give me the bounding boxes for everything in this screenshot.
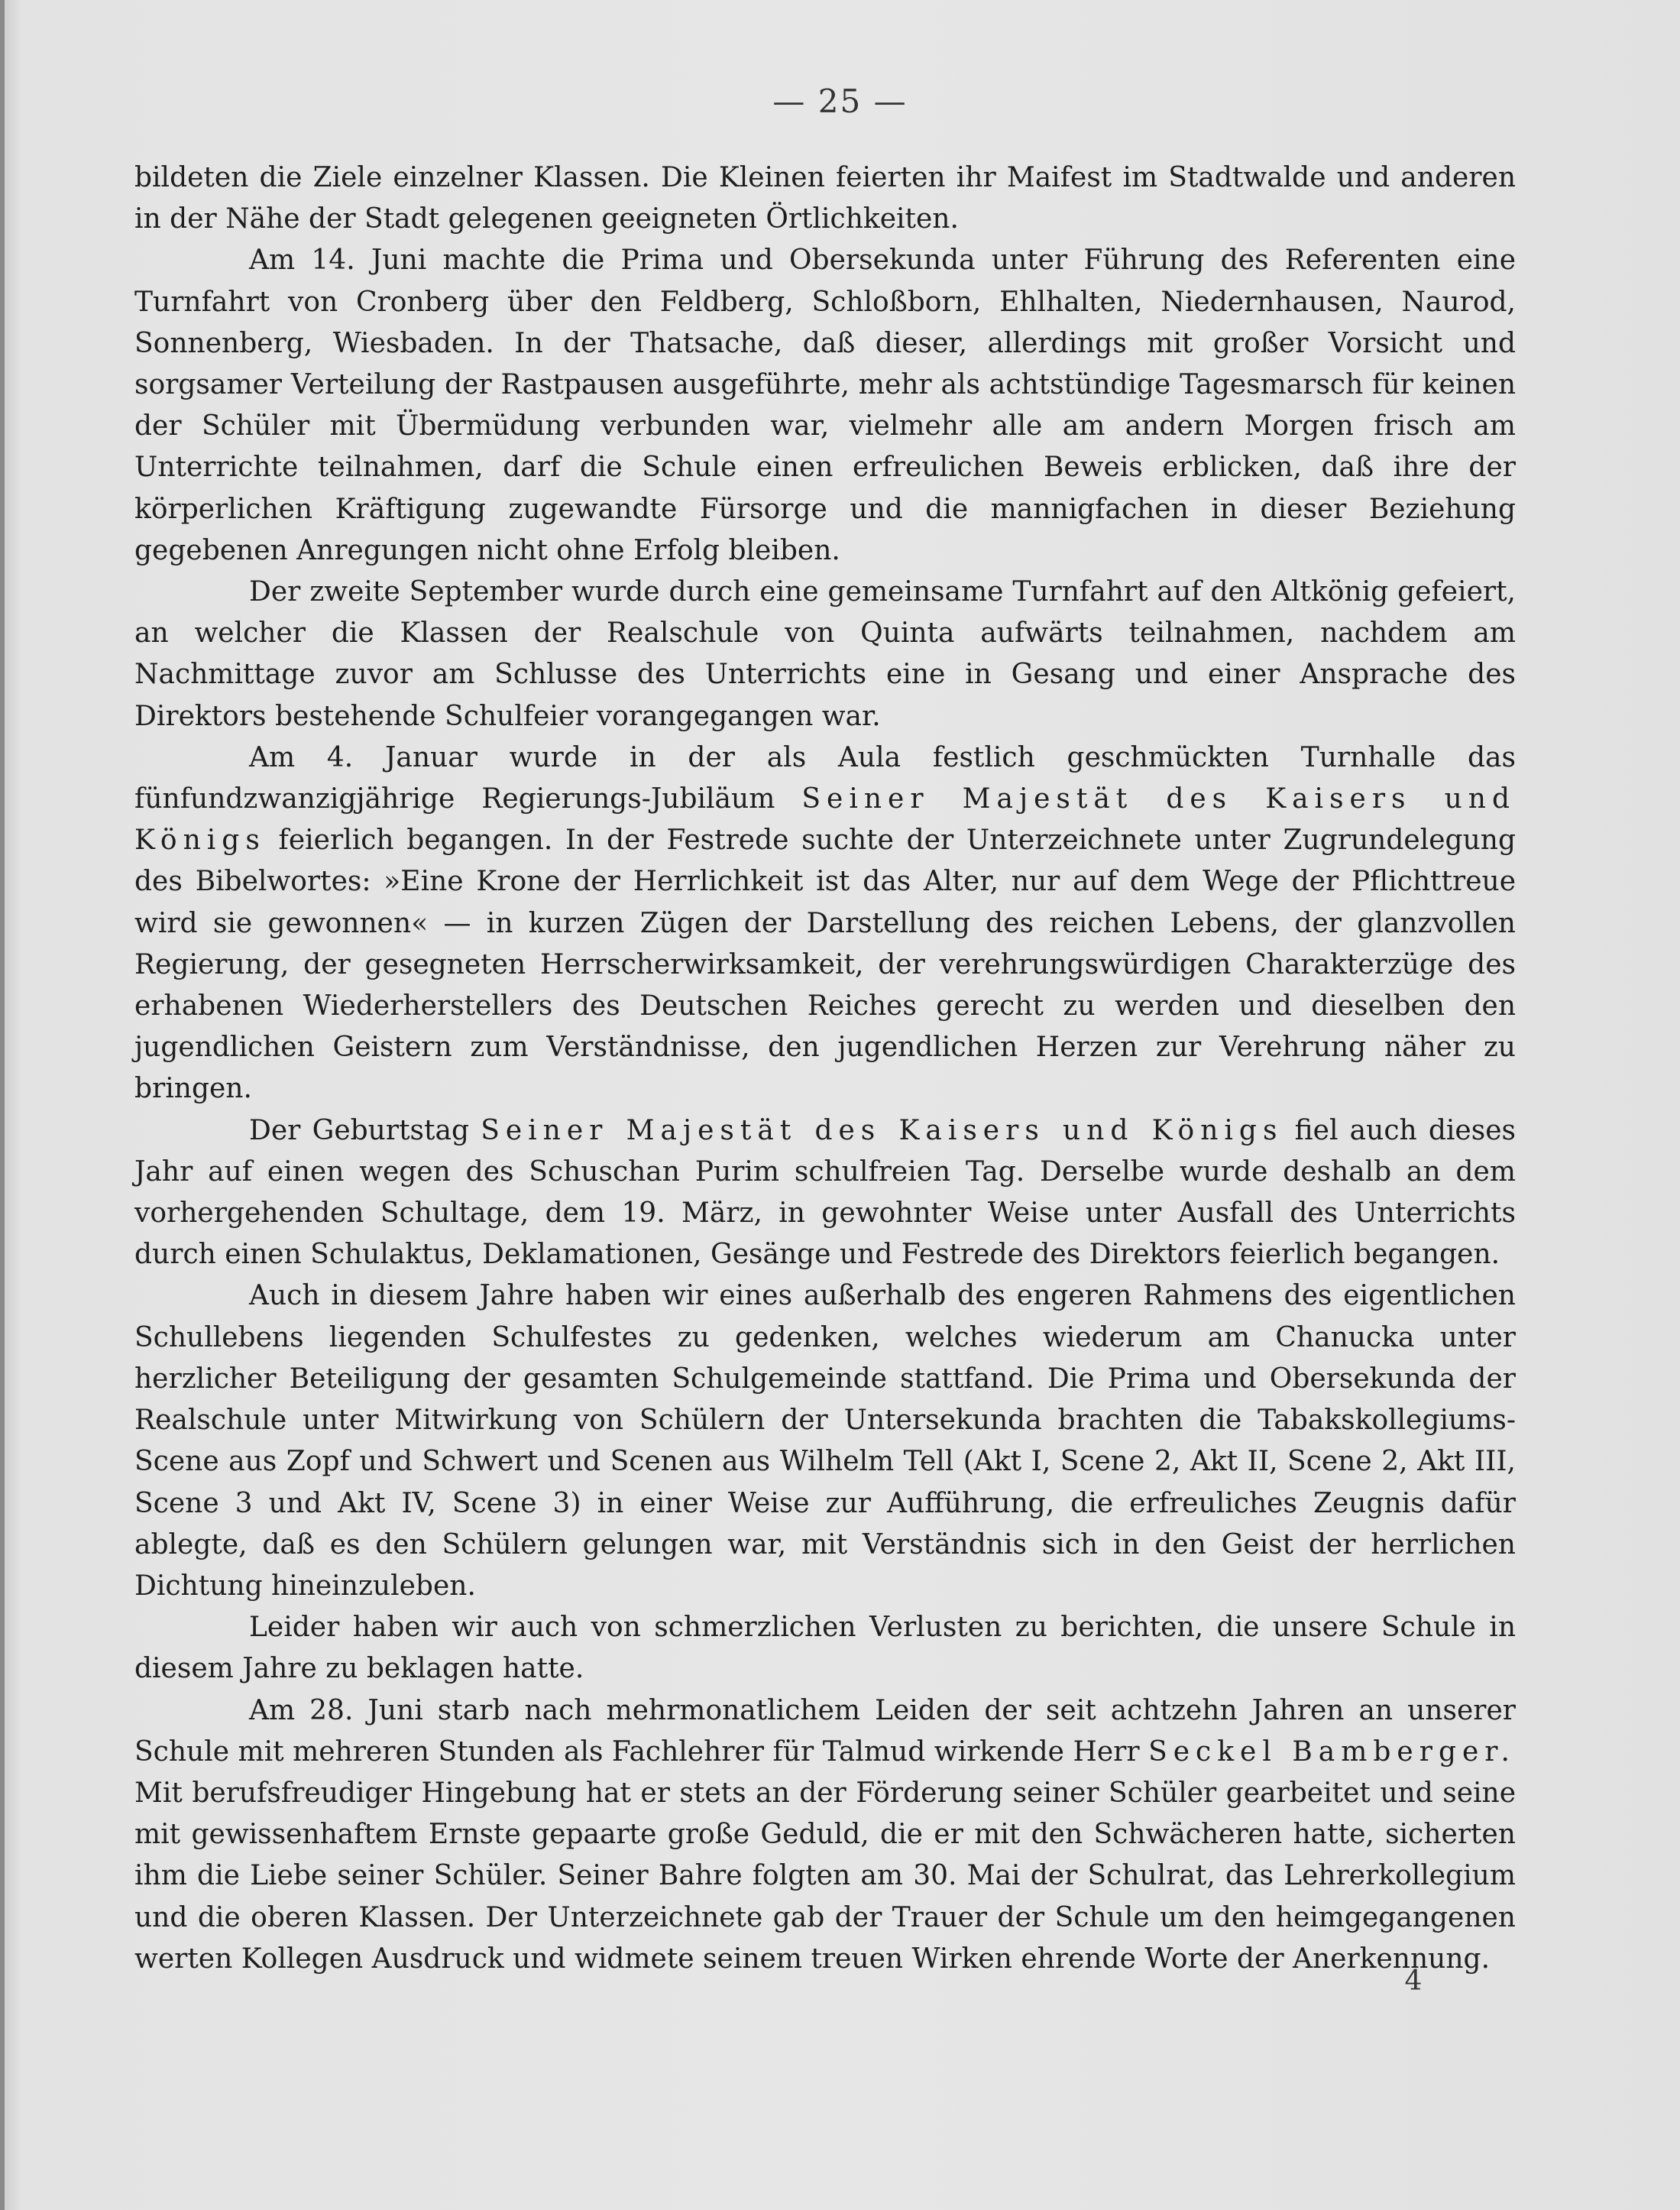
body-text	[134, 157, 1516, 1980]
text-segment: Am 28. Juni starb nach mehrmonatlichem Leiden der seit achtzehn Jahren an unserer Schule mit mehreren Stunden als Fachlehrer für Talmud wirkende Herr	[134, 1694, 1516, 1768]
paragraph: bildeten die Ziele einzelner Klassen. Die Kleinen feierten ihr Maifest im Stadtwalde und anderen in der Nähe der Stadt gelegenen geeigneten Örtlichkeiten.	[134, 162, 1516, 235]
paragraph	[134, 737, 1516, 1110]
paragraph	[134, 1690, 1516, 1980]
page-number: — 25 —	[772, 83, 908, 120]
text-segment: feierlich begangen. In der Festrede suchte der Unterzeichnete unter Zugrundelegung des Bibelwortes: »Eine Krone der Herrlichkeit ist das Alter, nur auf dem Wege der Pflichttreue wird sie gewonnen« — in kurzen Zügen der Darstellung des reichen Lebens, der glanzvollen Regierung, der gesegneten Herrscherwirksamkeit, der verehrungswürdigen Charakterzüge des erhabenen Wiederherstellers des Deutschen Reiches gerecht zu werden und dieselben den jugendlichen Geistern zum Verständnisse, den jugendlichen Herzen zur Verehrung näher zu bringen.	[134, 825, 1516, 1105]
paragraph	[134, 1110, 1516, 1276]
text-segment: Mit berufsfreudiger Hingebung hat er stets an der Förderung seiner Schüler gearbeitet und seine mit gewissenhaftem Ernste gepaarte große Geduld, die er mit den Schwächeren hatte, sicherten ihm die Liebe seiner Schüler. Seiner Bahre folgten am 30. Mai der Schulrat, das Lehrerkollegium und die oberen Klassen. Der Unterzeichnete gab der Trauer der Schule um den heimgegangenen werten Kollegen Ausdruck und widmete seinem treuen Wirken ehrende Worte der Anerkennung.	[134, 1777, 1516, 1975]
text-segment: fiel auch dieses Jahr auf einen wegen des Schuschan Purim schulfreien Tag. Derselbe wurde deshalb an dem vorhergehenden Schultage, dem 19. März, in gewohnter Weise unter Ausfall des Unterrichts durch einen Schulaktus, Deklamationen, Gesänge und Festrede des Direktors feierlich begangen.	[134, 1114, 1516, 1271]
paragraph: Leider haben wir auch von schmerzlichen Verlusten zu berichten, die unsere Schule in diesem Jahre zu beklagen hatte.	[134, 1612, 1516, 1685]
spaced-emphasis: Seckel Bamberger.	[1148, 1735, 1516, 1768]
text-segment: Am 4. Januar wurde in der als Aula festlich geschmückten Turnhalle das fünfundzwanzigjährige Regierungs-Jubiläum	[134, 741, 1516, 815]
paragraph: Am 14. Juni machte die Prima und Obersekunda unter Führung des Referenten eine Turnfahrt von Cronberg über den Feldberg, Schloßborn, Ehlhalten, Niedernhausen, Naurod, Sonnenberg, Wiesbaden. In der Thatsache, daß dieser, allerdings mit großer Vorsicht und sorgsamer Verteilung der Rastpausen ausgeführte, mehr als achtstündige Tagesmarsch für keinen der Schüler mit Übermüdung verbunden war, vielmehr alle am andern Morgen frisch am Unterrichte teilnahmen, darf die Schule einen erfreulichen Beweis erblicken, daß ihre der körperlichen Kräftigung zugewandte Fürsorge und die mannigfachen in dieser Beziehung gegebenen Anregungen nicht ohne Erfolg bleiben.	[134, 245, 1516, 566]
text-segment: Der Geburtstag	[249, 1114, 469, 1146]
page-edge-shadow	[0, 0, 5, 2210]
paragraph: Der zweite September wurde durch eine gemeinsame Turnfahrt auf den Altkönig gefeiert, an welcher die Klassen der Realschule von Quinta aufwärts teilnahmen, nachdem am Nachmittage zuvor am Schlusse des Unterrichts eine in Gesang und einer Ansprache des Direktors bestehende Schulfeier vorangegangen war.	[134, 576, 1516, 732]
spaced-emphasis: Seiner Majestät des Kaisers und Königs	[481, 1114, 1283, 1146]
signature-mark: 4	[1404, 1965, 1423, 1997]
spaced-emphasis: Seiner Majestät des Kaisers und Königs	[134, 783, 1516, 857]
paragraph: Auch in diesem Jahre haben wir eines außerhalb des engeren Rahmens des eigentlichen Schullebens liegenden Schulfestes zu gedenken, welches wiederum am Chanucka unter herzlicher Beteiligung der gesamten Schulgemeinde stattfand. Die Prima und Obersekunda der Realschule unter Mitwirkung von Schülern der Untersekunda brachten die Tabakskollegiums-Scene aus Zopf und Schwert und Scenen aus Wilhelm Tell (Akt I, Scene 2, Akt II, Scene 2, Akt III, Scene 3 und Akt IV, Scene 3) in einer Weise zur Aufführung, die erfreuliches Zeugnis dafür ablegte, daß es den Schülern gelungen war, mit Verständnis sich in den Geist der herrlichen Dichtung hineinzuleben.	[134, 1280, 1516, 1602]
